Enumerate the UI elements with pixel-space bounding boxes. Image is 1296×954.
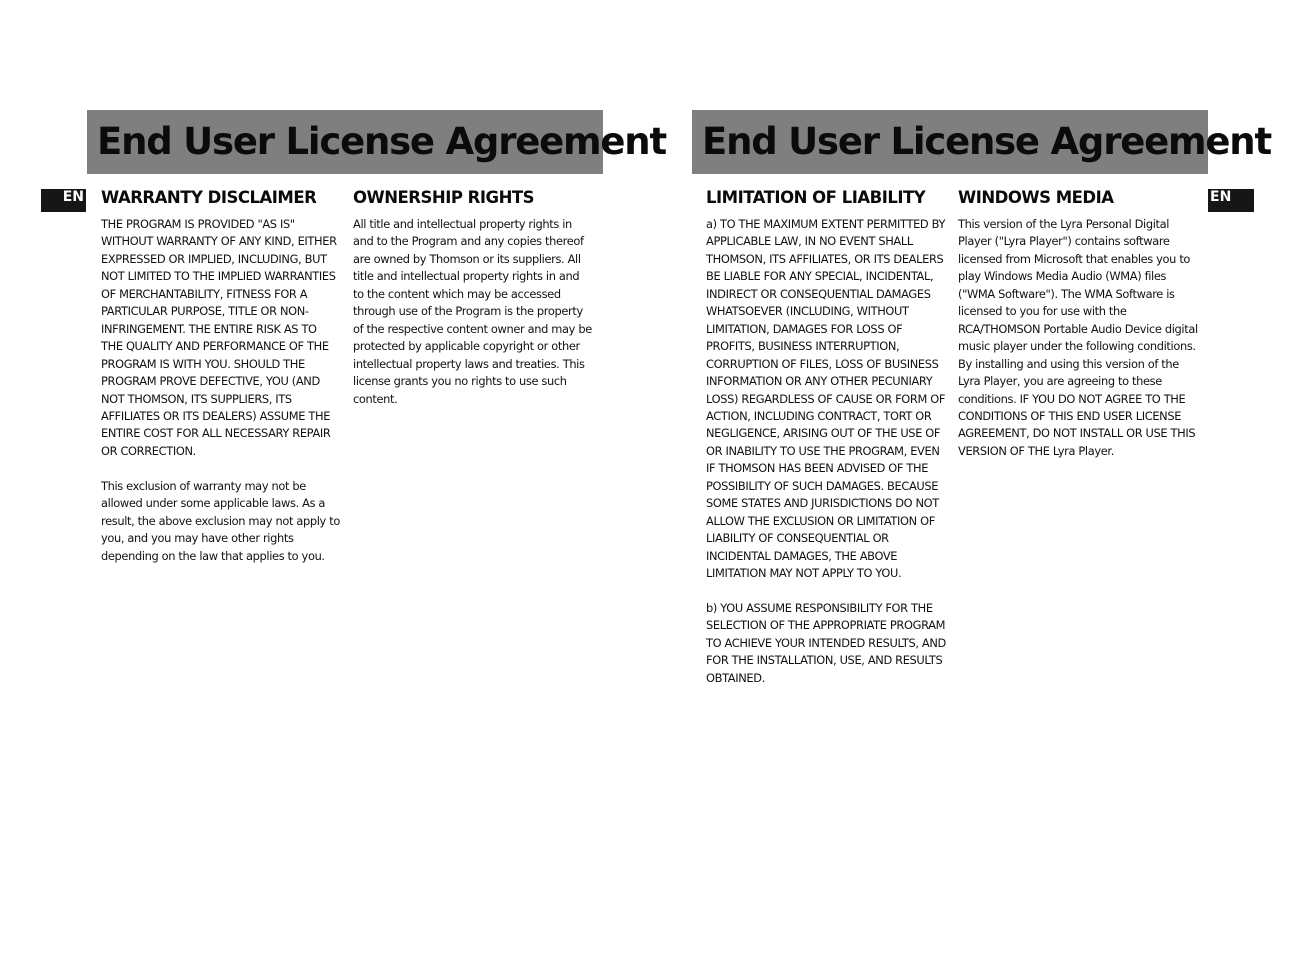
warranty-disclaimer-heading: WARRANTY DISCLAIMER [101,188,317,207]
warranty-disclaimer-paragraph-1: THE PROGRAM IS PROVIDED "AS IS" WITHOUT WARRANTY OF ANY KIND, EITHER EXPRESSED OR IMPLIED, INCLUDING, BUT NOT LIMITED TO THE IMPLIED WARRANTIES OF MERCHANTABILITY, FITNESS FOR A PARTICULAR PURPOSE, TITLE OR NON-INFRINGEMENT. THE ENTIRE RISK AS TO THE QUALITY AND PERFORMANCE OF THE PROGRAM IS WITH YOU. SHOULD THE PROGRAM PROVE DEFECTIVE, YOU (AND NOT THOMSON, ITS SUPPLIERS, ITS AFFILIATES OR ITS DEALERS) ASSUME THE ENTIRE COST FOR ALL NECESSARY REPAIR OR CORRECTION. [101,217,337,458]
limitation-of-liability-paragraph-a: a) TO THE MAXIMUM EXTENT PERMITTED BY APPLICABLE LAW, IN NO EVENT SHALL THOMSON, ITS AFFILIATES, OR ITS DEALERS BE LIABLE FOR ANY SPECIAL, INCIDENTAL, INDIRECT OR CONSEQUENTIAL DAMAGES WHATSOEVER (INCLUDING, WITHOUT LIMITATION, DAMAGES FOR LOSS OF PROFITS, BUSINESS INTERRUPTION, CORRUPTION OF FILES, LOSS OF BUSINESS INFORMATION OR ANY OTHER PECUNIARY LOSS) REGARDLESS OF CAUSE OR FORM OF ACTION, INCLUDING CONTRACT, TORT OR NEGLIGENCE, ARISING OUT OF THE USE OF OR INABILITY TO USE THE PROGRAM, EVEN IF THOMSON HAS BEEN ADVISED OF THE POSSIBILITY OF SUCH DAMAGES. BECAUSE SOME STATES AND JURISDICTIONS DO NOT ALLOW THE EXCLUSION OR LIMITATION OF LIABILITY OF CONSEQUENTIAL OR INCIDENTAL DAMAGES, THE ABOVE LIMITATION MAY NOT APPLY TO YOU. [706,217,946,581]
warranty-disclaimer-paragraph-2: This exclusion of warranty may not be allowed under some applicable laws. As a result, the above exclusion may not apply to you, and you may have other rights depending on the law that applies to you. [101,478,340,563]
limitation-of-liability-heading: LIMITATION OF LIABILITY [706,188,926,207]
windows-media-heading: WINDOWS MEDIA [958,188,1114,207]
ownership-rights-paragraph: All title and intellectual property rights in and to the Program and any copies thereof are owned by Thomson or its suppliers. All title and intellectual property rights in and to the content which may be accessed through use of the Program is the property of the respective content owner and may be protected by applicable copyright or other intellectual property laws and treaties. This license grants you no rights to use such content. [353,217,592,406]
windows-media-section [958,186,1198,460]
page-title-banner-left [87,110,666,174]
ownership-rights-section [353,186,593,408]
limitation-of-liability-paragraph-b: b) YOU ASSUME RESPONSIBILITY FOR THE SELECTION OF THE APPROPRIATE PROGRAM TO ACHIEVE YOUR INTENDED RESULTS, AND FOR THE INSTALLATION, USE, AND RESULTS OBTAINED. [706,600,946,685]
language-tab-right: EN [1208,189,1254,212]
page-title-right: End User License Agreement [702,120,1271,163]
warranty-disclaimer-section [101,186,341,565]
page-title-left: End User License Agreement [97,120,666,163]
limitation-of-liability-section [706,186,946,687]
ownership-rights-heading: OWNERSHIP RIGHTS [353,188,535,207]
windows-media-paragraph: This version of the Lyra Personal Digital Player ("Lyra Player") contains software licensed from Microsoft that enables you to play Windows Media Audio (WMA) files ("WMA Software"). The WMA Software is licensed to you for use with the RCA/THOMSON Portable Audio Device digital music player under the following conditions. By installing and using this version of the Lyra Player, you are agreeing to these conditions. IF YOU DO NOT AGREE TO THE CONDITIONS OF THIS END USER LICENSE AGREEMENT, DO NOT INSTALL OR USE THIS VERSION OF THE Lyra Player. [958,217,1198,458]
language-tab-left: EN [41,189,86,212]
page-title-banner-right [692,110,1271,174]
